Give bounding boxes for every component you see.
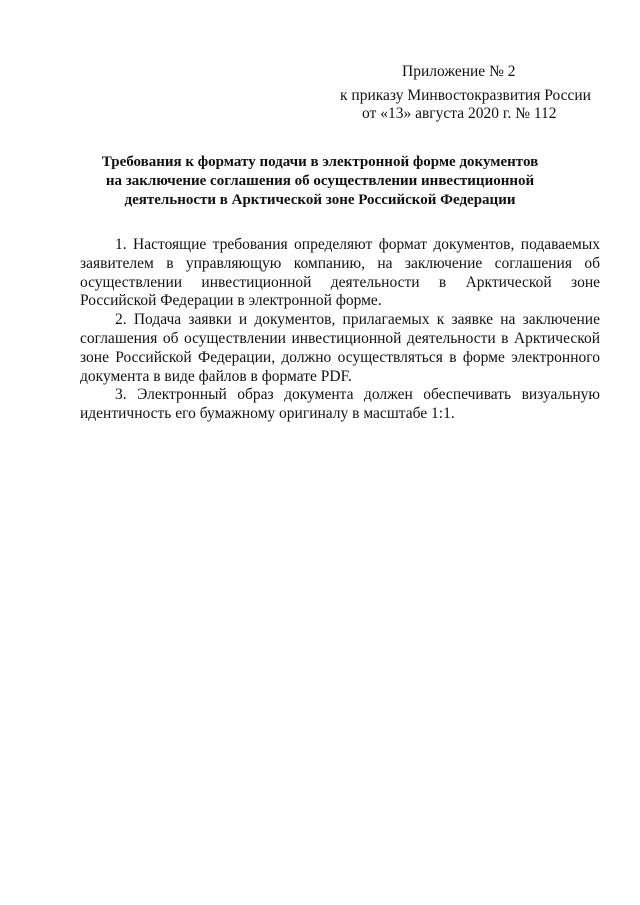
title-line-2: на заключение соглашения об осуществлении инвестиционной bbox=[105, 173, 535, 189]
order-reference: к приказу Минвостокразвития России bbox=[340, 87, 591, 104]
appendix-number: Приложение № 2 bbox=[402, 63, 516, 80]
document-body bbox=[80, 236, 600, 424]
title-line-3: деятельности в Арктической зоне Российской Федерации bbox=[124, 192, 516, 208]
paragraph-3: 3. Электронный образ документа должен обеспечивать визуальную идентичность его бумажному оригиналу в масштабе 1:1. bbox=[80, 386, 600, 423]
paragraph-1: 1. Настоящие требования определяют формат документов, подаваемых заявителем в управляющую компанию, на заключение соглашения об осуществлении инвестиционной деятельности в Арктической зоне Российской Федерации в электронной форме. bbox=[80, 236, 600, 310]
document-title bbox=[60, 153, 580, 210]
title-line-1: Требования к формату подачи в электронной форме документов bbox=[101, 154, 539, 170]
order-date-number: от «13» августа 2020 г. № 112 bbox=[362, 105, 557, 122]
paragraph-2: 2. Подача заявки и документов, прилагаемых к заявке на заключение соглашения об осуществлении инвестиционной деятельности в Арктической зоне Российской Федерации, должно осуществляться в форме электронного документа в виде файлов в формате PDF. bbox=[80, 311, 600, 385]
